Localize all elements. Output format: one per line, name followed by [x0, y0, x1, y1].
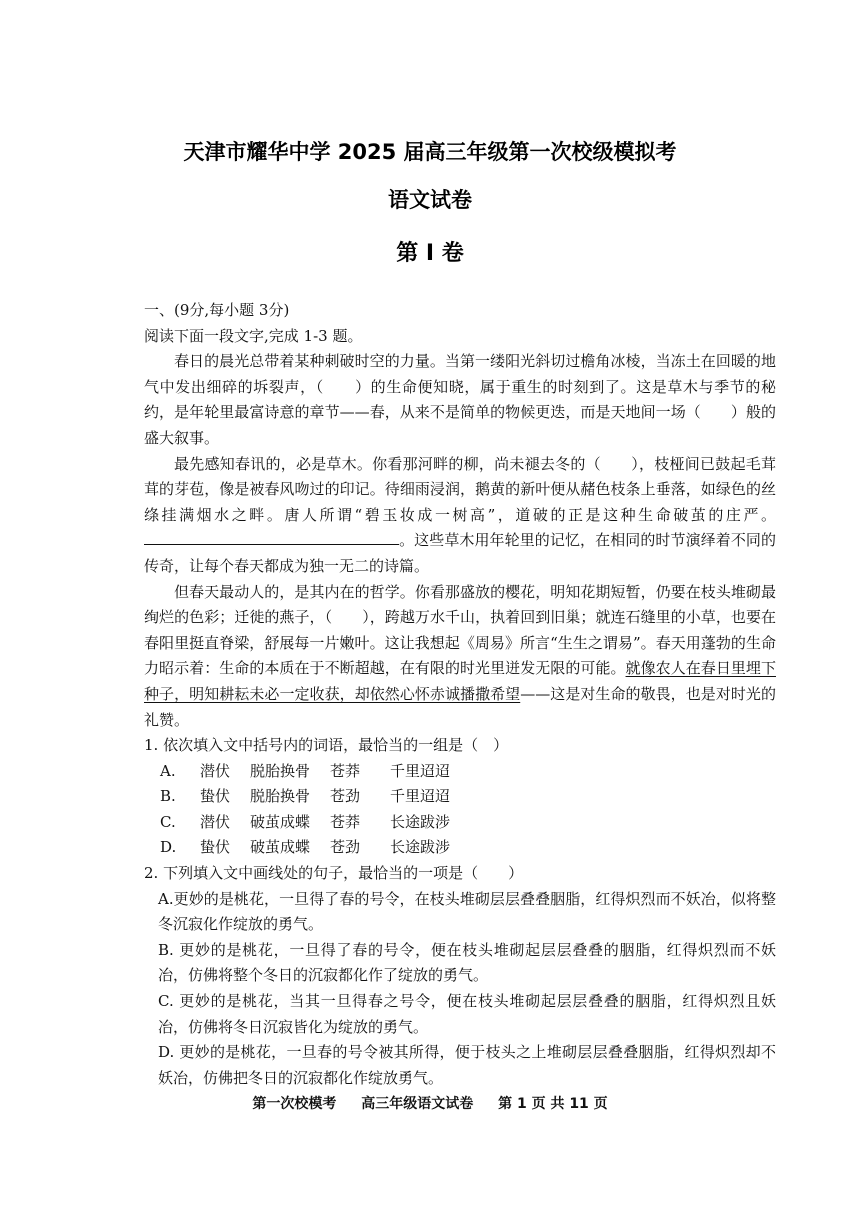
option-word-2: 脱胎换骨 [250, 761, 311, 780]
option-word-1: 蛰伏 [200, 838, 231, 857]
footer-page-number: 第 1 页 共 11 页 [498, 1096, 608, 1112]
section-heading: 一、(9分,每小题 3分) [144, 301, 290, 319]
option-word-2: 破茧成蝶 [250, 838, 311, 857]
exam-content [144, 298, 776, 1091]
option-word-3: 苍莽 [330, 761, 361, 780]
option-word-1: 潜伏 [200, 761, 231, 780]
question-2-option-a: A.更妙的是桃花，一旦得了春的号令，在枝头堆砌层层叠叠胭脂，红得炽烈而不妖冶，似将整冬沉寂化作绽放的勇气。 [158, 889, 776, 934]
option-word-1: 蛰伏 [200, 787, 231, 806]
option-word-3: 苍劲 [330, 838, 361, 857]
subject-title: 语文试卷 [388, 188, 472, 212]
option-word-1: 潜伏 [200, 812, 231, 831]
paragraph-2-tail: 。这些草木用年轮里的记忆，在相同的时节演绎着不同的传奇，让每个春天都成为独一无二的诗篇。 [144, 531, 776, 575]
footer-paper: 高三年级语文试卷 [361, 1096, 474, 1112]
paragraph-2-text: 最先感知春讯的，必是草木。你看那河畔的柳，尚未褪去冬的（ ），枝桠间已鼓起毛茸茸的芽苞，像是被春风吻过的印记。待细雨浸润，鹅黄的新叶便从赭色枝条上垂落，如绿色的丝绦挂满烟水之畔。唐人所谓“碧玉妆成一树高”，道破的正是这种生命破茧的庄严。 [144, 454, 776, 524]
option-word-3: 苍莽 [330, 812, 361, 831]
question-1-option-d [144, 835, 776, 861]
question-2-option-c: C. 更妙的是桃花，当其一旦得春之号令，便在枝头堆砌起层层叠叠的胭脂，红得炽烈且妖冶，仿佛将冬日沉寂皆化为绽放的勇气。 [158, 992, 776, 1036]
paragraph-3-text: 但春天最动人的，是其内在的哲学。你看那盛放的樱花，明知花期短暂，仍要在枝头堆砌最绚烂的色彩；迁徙的燕子，（ ），跨越万水千山，执着回到旧巢；就连石缝里的小草，也要在春阳里挺直脊梁，舒展每一片嫩叶。这让我想起《周易》所言“生生之谓易”。春天用蓬勃的生命力昭示着：生命的本质在于不断超越，在有限的时光里迸发无限的可能。 [144, 582, 776, 678]
question-2-option-b: B. 更妙的是桃花，一旦得了春的号令，便在枝头堆砌起层层叠叠的胭脂，红得炽烈而不妖冶，仿佛将整个冬日的沉寂都化作了绽放的勇气。 [158, 940, 776, 985]
option-letter: D. [160, 838, 177, 857]
option-word-4: 长途跋涉 [390, 838, 451, 857]
question-1-option-a [144, 759, 776, 785]
question-2-stem: 2. 下列填入文中画线处的句子，最恰当的一项是（ ） [144, 864, 524, 883]
passage-paragraph-3 [144, 580, 776, 734]
question-2-option-d: D. 更妙的是桃花，一旦春的号令被其所得，便于枝头之上堆砌层层叠叠胭脂，红得炽烈却不妖冶，仿佛把冬日的沉寂都化作绽放勇气。 [158, 1043, 776, 1087]
option-word-4: 千里迢迢 [390, 761, 451, 780]
passage-paragraph-2 [144, 452, 776, 580]
option-word-2: 破茧成蝶 [250, 812, 311, 831]
option-word-2: 脱胎换骨 [250, 787, 311, 806]
question-1-stem: 1. 依次填入文中括号内的词语，最恰当的一组是（ ） [144, 736, 509, 755]
page-footer [0, 1093, 860, 1113]
passage-paragraph-1: 春日的晨光总带着某种刺破时空的力量。当第一缕阳光斜切过檐角冰棱，当冻土在回暖的地气中发出细碎的坼裂声，（ ）的生命便知晓，属于重生的时刻到了。这是草木与季节的秘约，是年轮里最富诗意的章节——春，从来不是简单的物候更迭，而是天地间一场（ ）般的盛大叙事。 [144, 352, 776, 447]
volume-title: 第 I 卷 [396, 241, 464, 266]
paragraph-3-tail: ——这是对生命的敬畏，也是对时光的礼赞。 [144, 684, 776, 729]
question-1-option-b [144, 784, 776, 810]
fill-in-blank-line [144, 530, 399, 545]
option-word-4: 千里迢迢 [390, 787, 451, 806]
question-1-option-c [144, 810, 776, 836]
option-letter: B. [160, 787, 176, 806]
option-word-4: 长途跋涉 [390, 812, 451, 831]
section-instruction: 阅读下面一段文字,完成 1-3 题。 [144, 326, 363, 345]
option-word-3: 苍劲 [330, 787, 361, 806]
school-title: 天津市耀华中学 2025 届高三年级第一次校级模拟考 [183, 140, 677, 164]
footer-exam: 第一次校模考 [252, 1096, 337, 1112]
underlined-sentence: 就像农人在春日里埋下种子，明知耕耘未必一定收获，却依然心怀赤诚播撒希望 [144, 659, 776, 703]
question-1-options [144, 759, 776, 861]
option-letter: C. [160, 812, 176, 831]
option-letter: A. [160, 761, 176, 780]
